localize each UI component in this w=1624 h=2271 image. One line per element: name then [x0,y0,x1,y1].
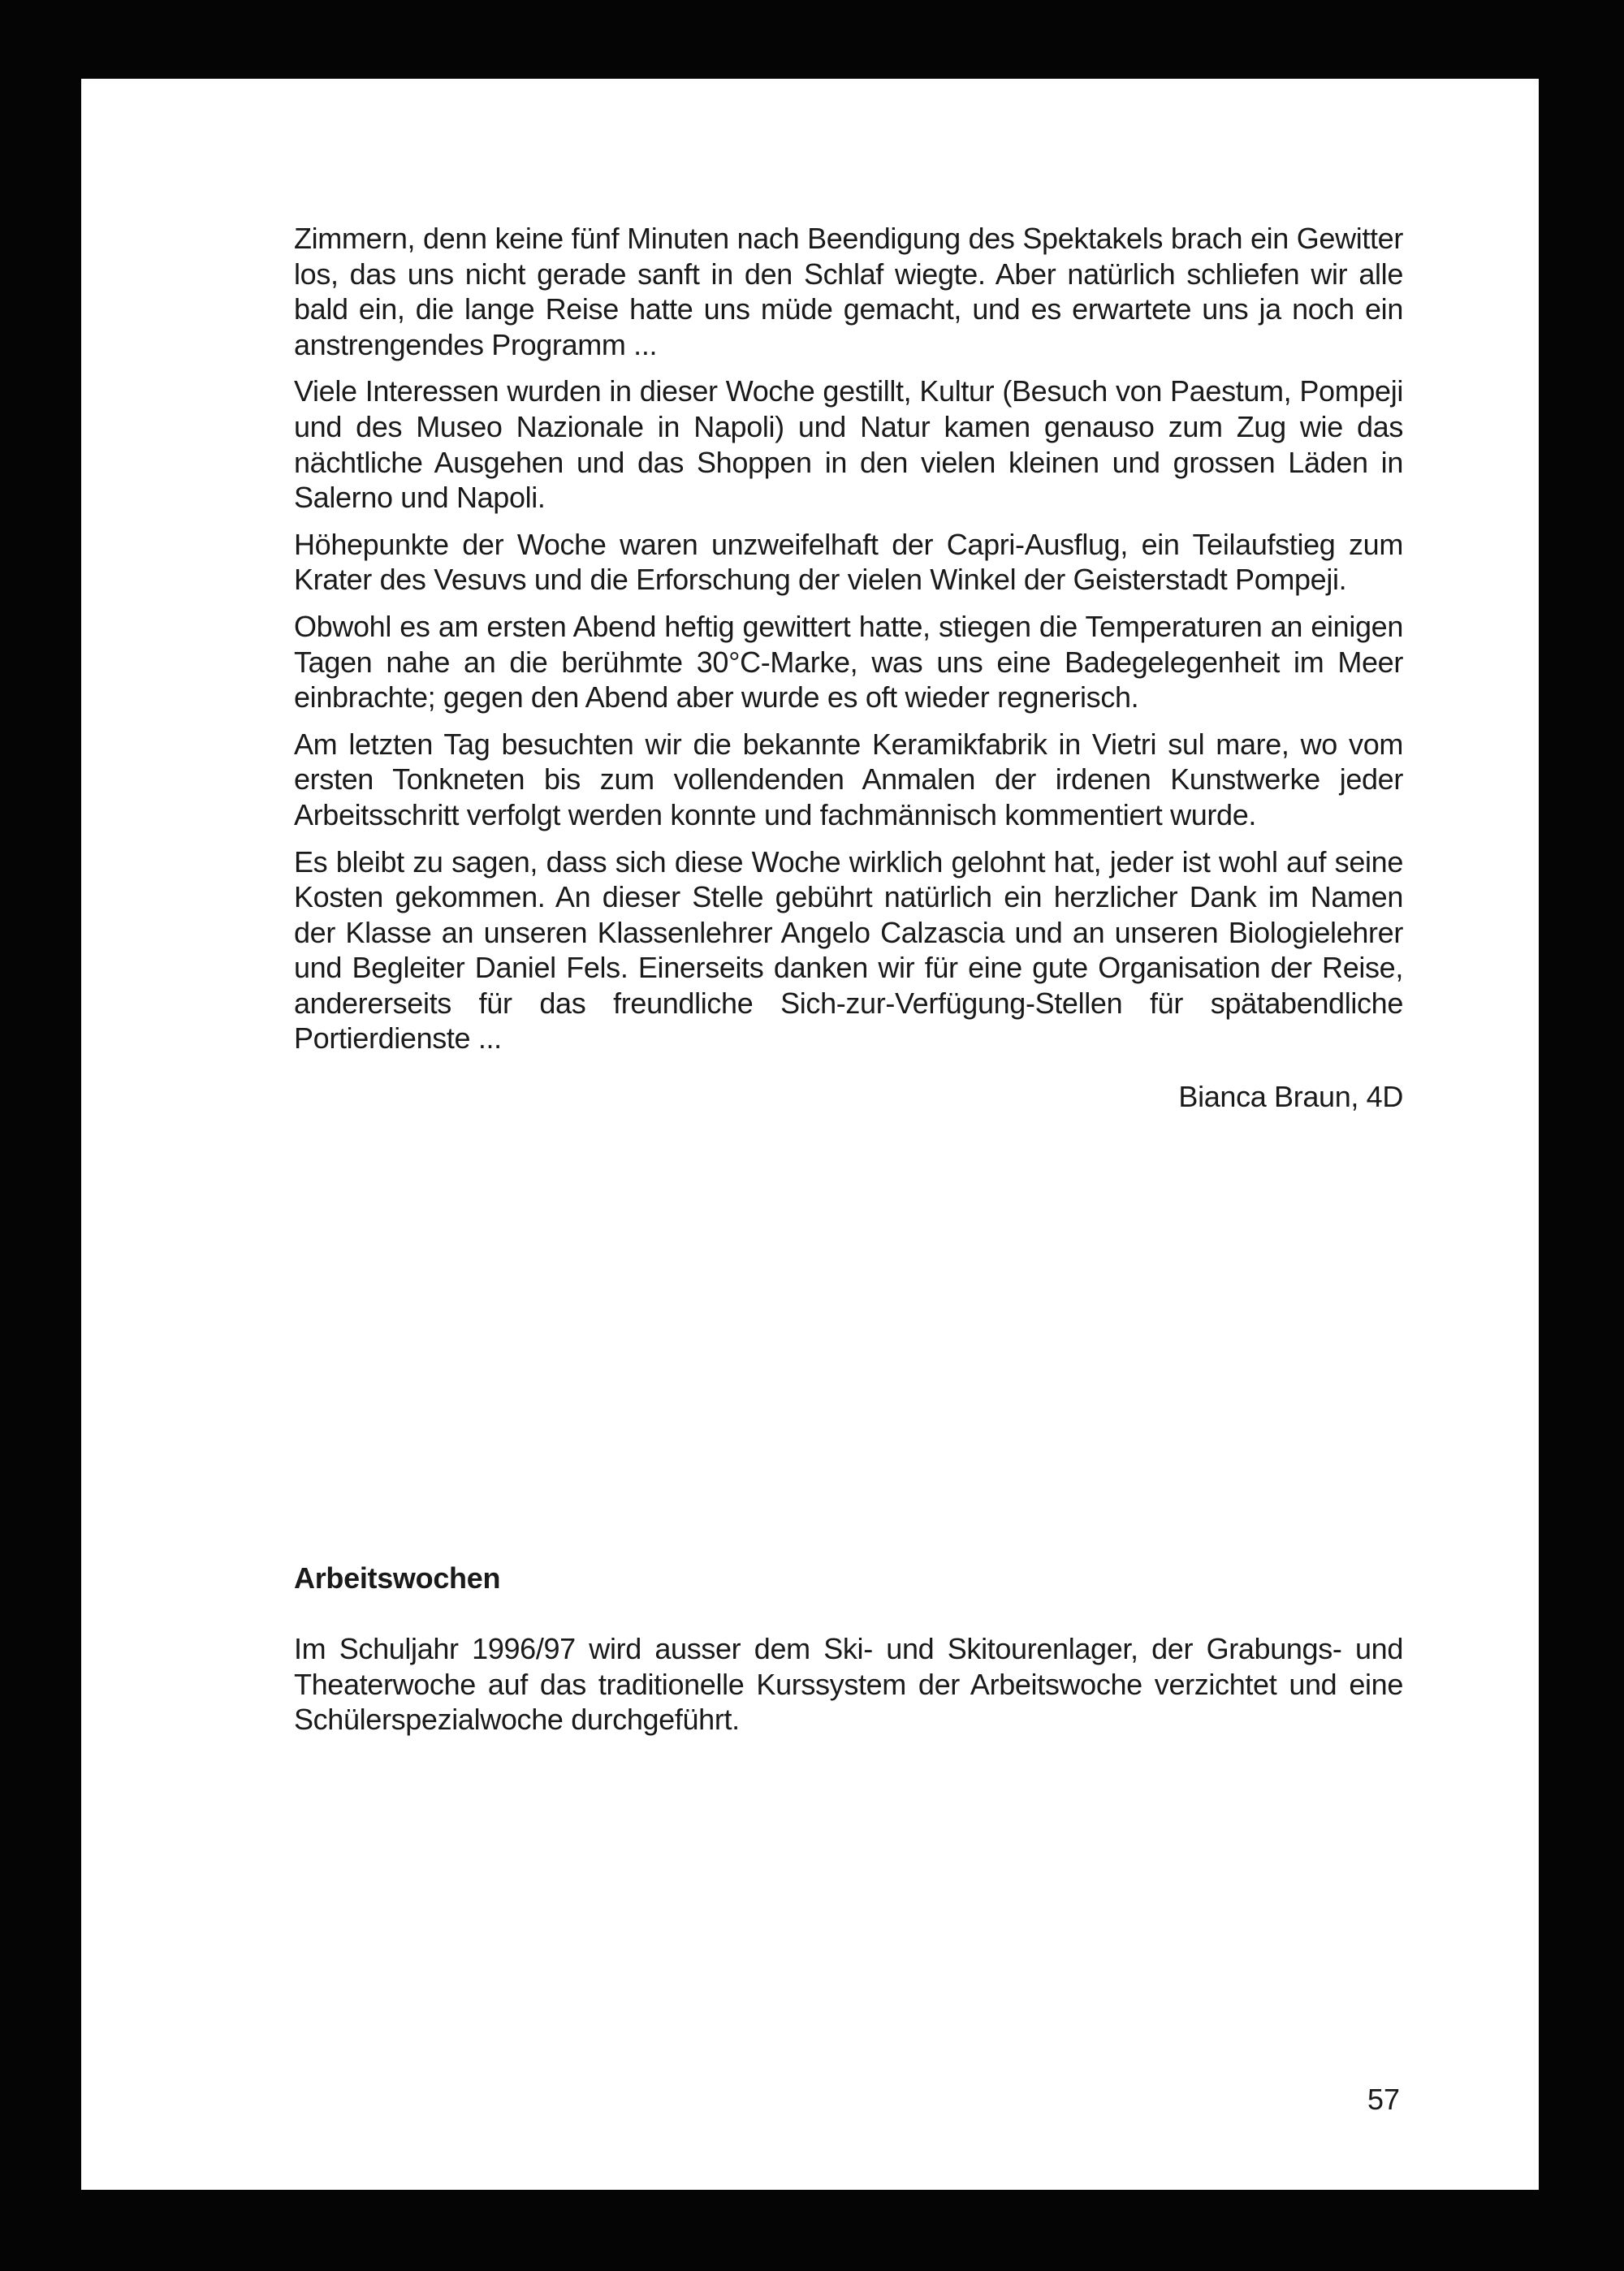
author-signature: Bianca Braun, 4D [1178,1080,1403,1114]
article-paragraph: Es bleibt zu sagen, dass sich diese Woche wirklich gelohnt hat, jeder ist wohl auf seine Kosten gekommen. An dieser Stelle gebührt natürlich ein herzlicher Dank im Namen der Klasse an unseren Klassenlehrer Angelo Calzascia und an unseren Biologielehrer und Begleiter Daniel Fels. Einerseits danken wir für eine gute Organisation der Reise, andererseits für das freundliche Sich-zur-Verfügung-Stellen für spätabendliche Portierdienste ... [294,844,1403,1056]
page-number: 57 [1367,2083,1401,2116]
article-body [294,221,1403,1115]
document-page [81,79,1539,2190]
section-body [294,1631,1403,1749]
article-paragraph: Am letzten Tag besuchten wir die bekannte Keramikfabrik in Vietri sul mare, wo vom ersten Tonkneten bis zum vollendenden Anmalen der irdenen Kunstwerke jeder Arbeitsschritt verfolgt werden konnte und fachmännisch kommentiert wurde. [294,727,1403,831]
article-paragraph: Zimmern, denn keine fünf Minuten nach Beendigung des Spektakels brach ein Gewitter los, das uns nicht gerade sanft in den Schlaf wiegte. Aber natürlich schliefen wir alle bald ein, die lange Reise hatte uns müde gemacht, und es erwartete uns ja noch ein anstrengendes Programm ... [294,222,1403,361]
article-paragraph: Obwohl es am ersten Abend heftig gewittert hatte, stiegen die Temperaturen an einigen Tagen nahe an die berühmte 30°C-Marke, was uns eine Badegelegenheit im Meer einbrachte; gegen den Abend aber wurde es oft wieder regnerisch. [294,609,1403,715]
section-heading: Arbeitswochen [294,1561,501,1595]
section-paragraph: Im Schuljahr 1996/97 wird ausser dem Ski- und Skitourenlager, der Grabungs- und Theaterwoche auf das traditionelle Kurssystem der Arbeitswoche verzichtet und eine Schülerspezialwoche durchgeführt. [294,1632,1403,1737]
article-paragraph: Höhepunkte der Woche waren unzweifelhaft der Capri-Ausflug, ein Teilaufstieg zum Krater des Vesuvs und die Erforschung der vielen Winkel der Geisterstadt Pompeji. [294,527,1403,597]
article-paragraph: Viele Interessen wurden in dieser Woche gestillt, Kultur (Besuch von Paestum, Pompeji und des Museo Nazionale in Napoli) und Natur kamen genauso zum Zug wie das nächtliche Ausgehen und das Shoppen in den vielen kleinen und grossen Läden in Salerno und Napoli. [294,374,1403,515]
